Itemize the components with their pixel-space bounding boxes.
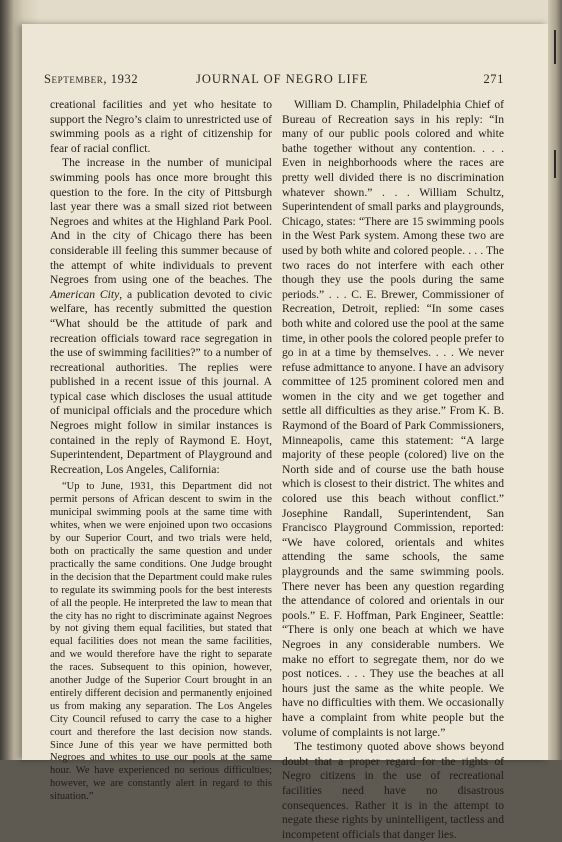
paragraph: William D. Champlin, Philadelphia Chief of Bureau of Recreation says in his reply: “In many of our public pools colored and white bathe together without any contention. . . . Even in neighborhoods where the races are pretty well divided there is no discrimination whatever shown.” . . . William Schultz, Superintendent of small parks and playgrounds, Chicago, states: “There are 15 swimming pools in the West Park system. Among these two are used by both white and colored people. . . . The two races do not interfere with each other though they use the pools during the same periods.” . . . C. E. Brewer, Commissioner of Recreation, Detroit, replied: “In some cases both white and colored use the pool at the same time, in other pools the colored people prefer to go in at a time by themselves. . . . We never refuse admittance to anyone. I have an advisory committee of 125 prominent colored men and women in the city and we get together and settle all difficulties as they arise.” From K. B. Raymond of the Board of Park Commissioners, Minneapolis, came this statement: “A large majority of these people (colored) live on the North side and of course use the bath house which is closest to their district. The whites and colored use this beach without conflict.” Josephine Randall, Superintendent, San Francisco Playground Commission, reported: “We have colored, orientals and whites attending the same schools, the same playgrounds and the same swimming pools. There never has been any question regarding the attendance of colored and orientals in our pools.” E. F. Hoffman, Park Engineer, Seattle: “There is only one beach at which we have Negroes in any considerable numbers. We make no effort to segregate them, nor do we post notices. . . . They use the beaches at all hours just the same as the white people. We have no difficulties with them. We occasionally have a complaint from white people but the volume of complaints is not large.” [282, 98, 504, 739]
header-journal-title: JOURNAL OF NEGRO LIFE [196, 72, 369, 86]
publication-title: American City [50, 287, 120, 301]
running-header [44, 72, 504, 88]
header-date: September, 1932 [44, 72, 139, 86]
paragraph-text: The increase in the number of municipal swimming pools has once more brought this question to the fore. In the city of Pittsburgh last year there was a small sized riot between Negroes and whites at the Highland Park Pool. And in the city of Chicago there has been considerable ill feeling this summer because of the attempt of white individuals to prevent Negroes from using one of the beaches. The [50, 156, 272, 287]
binding-mark [554, 30, 556, 64]
paragraph: creational facilities and yet who hesitate to support the Negro’s claim to unrestricted use of swimming pools as a right of citizenship for fear of racial conflict. [50, 98, 272, 155]
header-page-number: 271 [483, 72, 504, 86]
binding-mark [554, 150, 556, 178]
paragraph-text: , a publication devoted to civic welfare, has recently submitted the question “What should be the attitude of park and recreation officials toward race segregation in the use of swimming facilities?” to a number of recreational authorities. The replies were published in a recent issue of this journal. A typical case which discloses the usual attitude of municipal officials and the procedure which Negroes might follow in similar instances is contained in the reply of Raymond E. Hoyt, Superintendent, Department of Playground and Recreation, Los Angeles, California: [50, 287, 273, 476]
paragraph: The testimony quoted above shows beyond doubt that a proper regard for the rights of Negro citizens in the use of recreational facilities need have no disastrous consequences. Rather it is in the attempt to negate these rights by unintelligent, tactless and incompetent officials that danger lies. [282, 740, 504, 841]
right-column [282, 98, 504, 842]
page-edge [548, 0, 562, 760]
left-column [50, 98, 272, 804]
block-quote: “Up to June, 1931, this Department did not permit persons of African descent to swim in the municipal swimming pools at the same time with whites, when we were enjoined upon two occasions by our Superior Court, and two trials were held, both on practically the same question and under practically the same conditions. One Judge brought in the decision that the Department could make rules to regulate its swimming pools for the best interests of all the people. He interpreted the law to mean that the city has no right to discriminate against Negroes by not giving them equal facilities, but stated that equal facilities does not mean the same facilities, and we would therefore have the right to separate the races. Subsequent to this opinion, however, another Judge of the Superior Court brought in an entirely different decision and permanently enjoined us from making any separation. The Los Angeles City Council refused to carry the case to a higher court and therefore the last decision now stands. Since June of this year we have permitted both Negroes and whites to use our pools at the same hour. We have experienced no serious difficulties; however, we are constantly alert in regard to this situation.” [50, 481, 272, 803]
paragraph [50, 156, 272, 477]
